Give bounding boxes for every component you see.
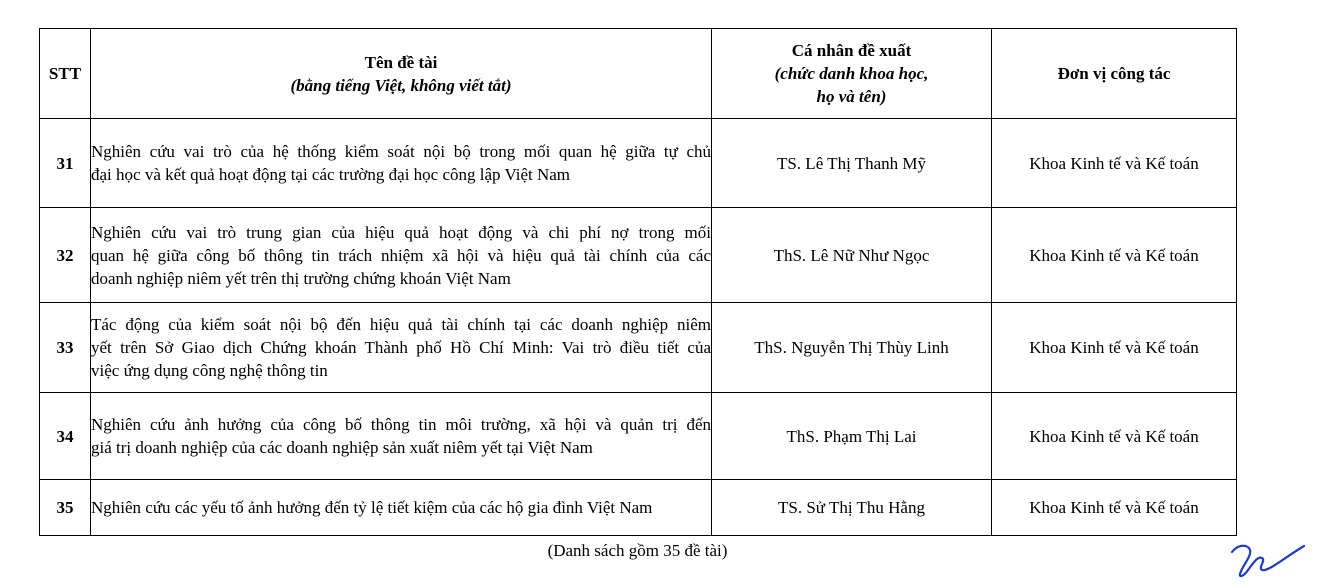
header-person-sub-1: (chức danh khoa học, [774,64,929,83]
row-stt: 35 [40,480,91,536]
table-row [40,480,1237,536]
row-title [91,393,712,480]
signature-stroke [1232,546,1304,576]
row-title-line: đại học và kết quả hoạt động tại các trường đại học công lập Việt Nam [91,165,571,184]
row-person: ThS. Nguyễn Thị Thùy Linh [712,303,992,393]
header-person-sub-2: họ và tên) [816,87,887,106]
row-person: ThS. Lê Nữ Như Ngọc [712,208,992,303]
topics-table [39,28,1237,536]
row-title-line: giá trị doanh nghiệp của các doanh nghiệp sản xuất niêm yết tại Việt Nam [91,438,593,457]
row-title-line: Nghiên cứu các yếu tố ảnh hưởng đến tỷ lệ tiết kiệm của các hộ gia đình Việt Nam [91,498,653,517]
header-stt: STT [40,29,91,119]
row-title-line: yết trên Sở Giao dịch Chứng khoán Thành phố Hồ Chí Minh: Vai trò điều tiết của [91,338,711,357]
table-header-row [40,29,1237,119]
row-stt: 33 [40,303,91,393]
header-title [91,29,712,119]
row-unit: Khoa Kinh tế và Kế toán [992,480,1237,536]
row-title [91,480,712,536]
header-unit: Đơn vị công tác [992,29,1237,119]
row-person: ThS. Phạm Thị Lai [712,393,992,480]
footer-note: (Danh sách gồm 35 đề tài) [547,541,728,560]
row-title-line: việc ứng dụng công nghệ thông tin [91,361,328,380]
row-unit: Khoa Kinh tế và Kế toán [992,393,1237,480]
row-unit: Khoa Kinh tế và Kế toán [992,303,1237,393]
signature-mark [1228,540,1306,582]
row-stt: 31 [40,119,91,208]
row-title-line: Tác động của kiểm soát nội bộ đến hiệu quả tài chính tại các doanh nghiệp niêm [91,315,711,334]
row-title-line: quan hệ giữa công bố thông tin trách nhiệm xã hội và hiệu quả tài chính của các [91,245,711,265]
table-row [40,208,1237,303]
row-unit: Khoa Kinh tế và Kế toán [992,119,1237,208]
table-row [40,119,1237,208]
row-title [91,303,712,393]
row-title-line: doanh nghiệp niêm yết trên thị trường chứng khoán Việt Nam [91,268,511,288]
row-person: TS. Lê Thị Thanh Mỹ [712,119,992,208]
row-person: TS. Sử Thị Thu Hằng [712,480,992,536]
row-title-line: Nghiên cứu vai trò của hệ thống kiểm soát nội bộ trong mối quan hệ giữa tự chủ [91,142,711,161]
row-title-line: Nghiên cứu ảnh hưởng của công bố thông tin môi trường, xã hội và quản trị đến [91,415,711,434]
table-row [40,393,1237,480]
row-stt: 32 [40,208,91,303]
row-title-line: Nghiên cứu vai trò trung gian của hiệu quả hoạt động và chi phí nợ trong mối [91,222,711,242]
header-person [712,29,992,119]
row-title [91,119,712,208]
row-stt: 34 [40,393,91,480]
header-title-sub: (bằng tiếng Việt, không viết tắt) [290,75,512,95]
row-title [91,208,712,303]
table-row [40,303,1237,393]
header-title-main: Tên đề tài [364,52,438,72]
header-person-main: Cá nhân đề xuất [791,41,912,60]
row-unit: Khoa Kinh tế và Kế toán [992,208,1237,303]
